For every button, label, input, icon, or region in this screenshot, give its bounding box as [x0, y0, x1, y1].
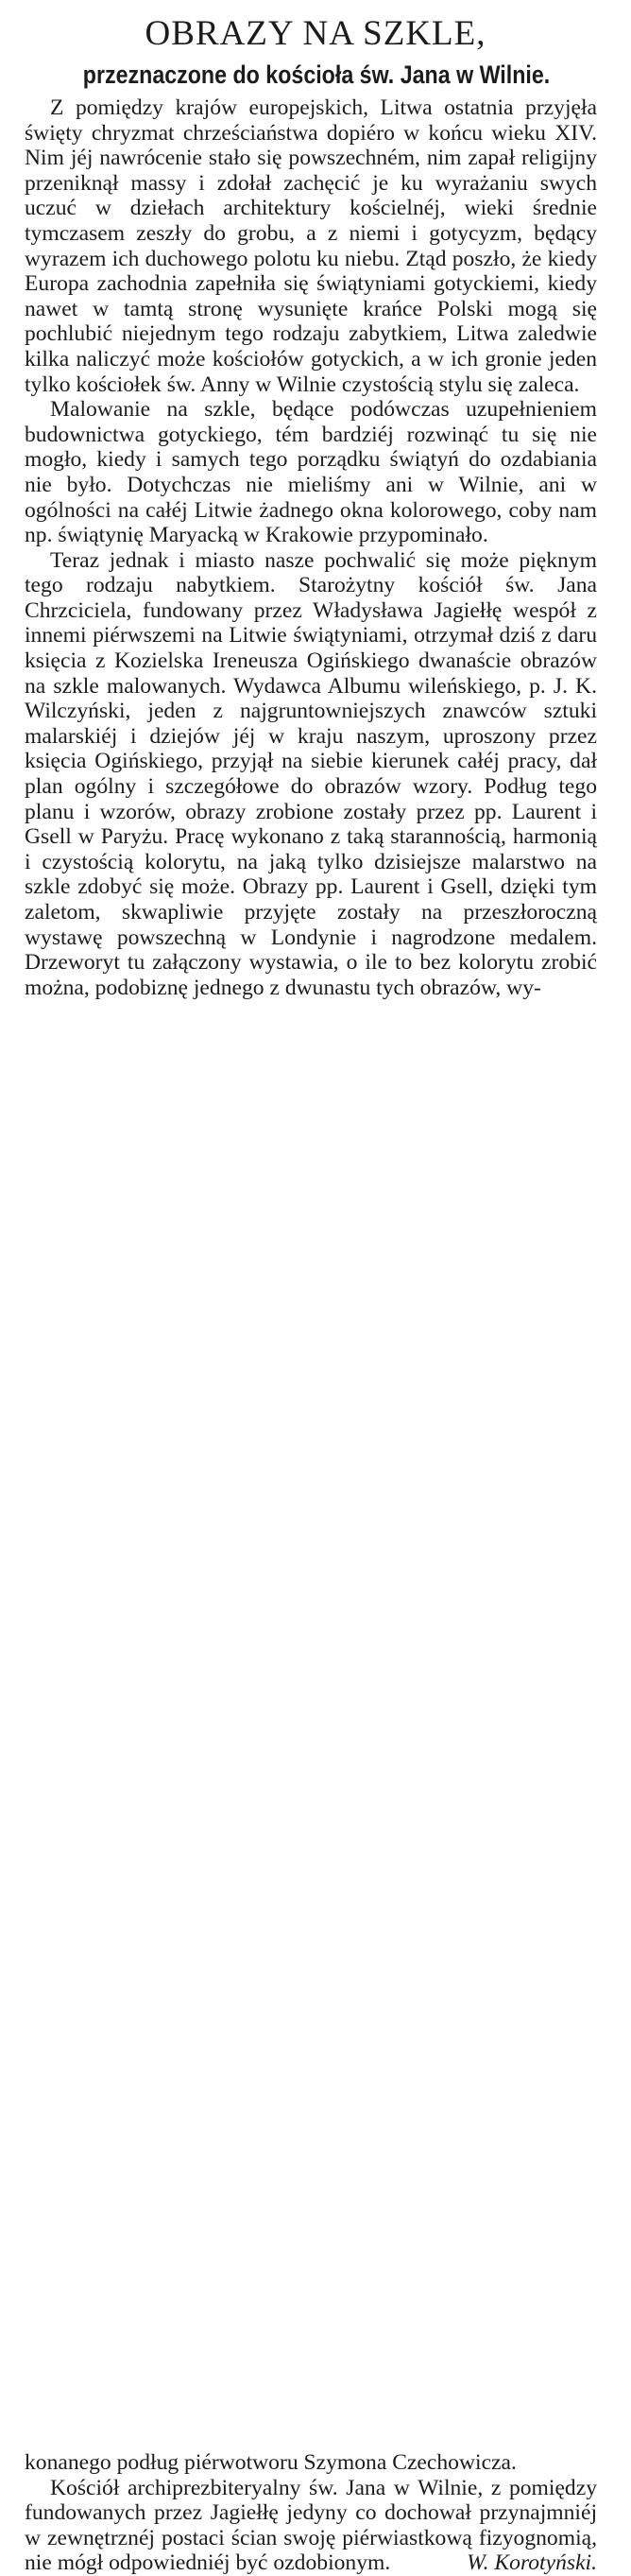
article-title: OBRAZY NA SZKLE,	[145, 14, 486, 53]
continuation-line: konanego podług piérwotworu Szymona Czechowicza.	[25, 2450, 517, 2475]
article-paragraph-3: Teraz jednak i miasto nasze pochwalić się może pięknym tego rodzaju nabytkiem. Starożytny kościół św. Jana Chrzciciela, fundowany przez Władysława Jagiełłę wespół z innemi piérwszemi na Litwie świątyniami, otrzymał dziś z daru księcia z Kozielska Ireneusza Ogińskiego dwanaście obrazów na szkle malowanych. Wydawca Albumu wileńskiego, p. J. K. Wilczyński, jeden z najgruntowniejszych znawców sztuki malarskiéj i dziejów jéj w kraju naszym, uproszony przez księcia Ogińskiego, przyjął na siebie kierunek całéj pracy, dał plan ogólny i szczegółowe do obrazów wzory. Podług tego planu i wzorów, obrazy zrobione zostały przez pp. Laurent i Gsell w Paryżu. Pracę wykonano z taką starannością, harmonią i czystością kolorytu, na jaką tylko dzisiejsze malarstwo na szkle zdobyć się może. Obrazy pp. Laurent i Gsell, dzięki tym zaletom, skwapliwie przyjęte zostały na przeszłoroczną wystawę powszechną w Londynie i nagrodzone medalem. Drzeworyt tu załączony wystawia, o ile to bez kolorytu zrobić można, podobiznę jednego z dwunastu tych obrazów, wy-	[25, 547, 597, 1000]
author-signature: W. Korotyński.	[467, 2550, 597, 2576]
continuation-paragraph-text: Kościół archiprezbiteryalny św. Jana w Wilnie, z pomiędzy fundowanych przez Jagiełłę jedyny co dochował przynajmniéj w zewnętrznéj postaci ścian swoję piérwiastkową fizyognomią, nie mógł odpowiedniéj być ozdobionym.	[25, 2475, 597, 2576]
article-subtitle: przeznaczone do kościoła św. Jana w Wilnie.	[82, 61, 551, 89]
article-paragraph-1: Z pomiędzy krajów europejskich, Litwa ostatnia przyjęła święty chryzmat chrześciaństwa dopiéro w końcu wieku XIV. Nim jéj nawrócenie stało się powszechném, nim zapał religijny przeniknął massy i zdołał zachęcić je ku wyrażaniu swych uczuć w dziełach architektury kościelnéj, wieki średnie tymczasem zeszły do grobu, a z niemi i gotycyzm, będący wyrazem ich duchowego polotu ku niebu. Ztąd poszło, że kiedy Europa zachodnia zapełniła się świątyniami gotyckiemi, kiedy nawet w tamtą stronę wysunięte krańce Polski mogą się pochlubić niejednym tego rodzaju zabytkiem, Litwa zaledwie kilka naliczyć może kościołów gotyckich, a w ich gronie jeden tylko kościołek św. Anny w Wilnie czystością stylu się zaleca.	[25, 95, 597, 397]
article-body	[25, 95, 597, 1000]
continuation-paragraph	[25, 2476, 597, 2576]
article-paragraph-2: Malowanie na szkle, będące podówczas uzupełnieniem budownictwa gotyckiego, tém bardziéj rozwinąć tu się nie mogło, kiedy i samych tego porządku świątyń do ozdabiania nie było. Dotychczas nie mieliśmy ani w Wilnie, ani w ogólności na całéj Litwie żadnego okna kolorowego, coby nam np. świątynię Maryacką w Krakowie przypominało.	[25, 397, 597, 548]
article-continuation	[25, 2450, 597, 2576]
